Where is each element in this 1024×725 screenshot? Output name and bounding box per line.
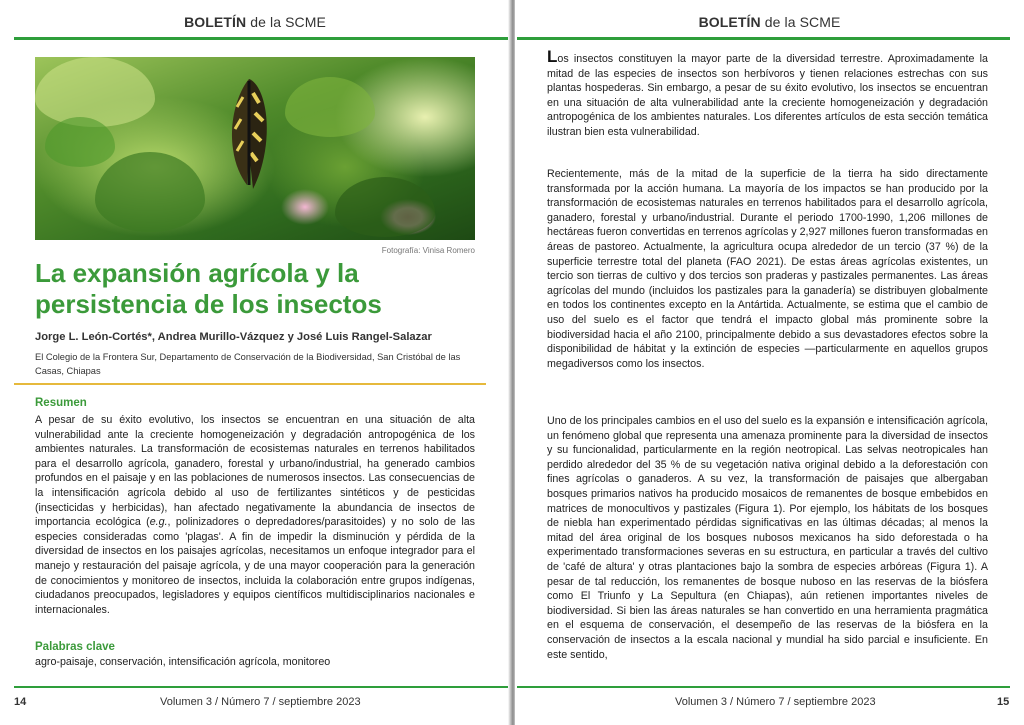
header-bold: BOLETÍN (698, 14, 761, 30)
footer-rule (517, 686, 1010, 688)
right-page (515, 0, 1024, 725)
header-rule (14, 37, 508, 40)
footer-rule (14, 686, 508, 688)
abstract-part-b: , polinizadores o depredadores/parasitoides) y no solo de las especies consideradas como 'plagas'. A fin de impedir la disminución y pérdida de la diversidad de insectos en los paisajes agrícolas, necesitamos un enfoque integrador para el manejo y restauración del paisaje agrícola, y de una mayor cooperación para la generación de conocimientos y monitoreo de insectos, incluida la colaboración entre grupos indígenas, ciudadanos preocupados, legisladores y equipos científicos multidisciplinarios nacionales e internacionales. (35, 516, 475, 616)
article-affiliation: El Colegio de la Frontera Sur, Departamento de Conservación de la Biodiversidad, San Cristóbal de las Casas, Chiapas (35, 352, 461, 376)
keywords-heading: Palabras clave (35, 641, 115, 653)
page-number-left: 14 (14, 696, 27, 708)
abstract-text (35, 413, 475, 617)
header-rest: de la SCME (760, 14, 841, 30)
body-paragraph-2: Recientemente, más de la mitad de la superficie de la tierra ha sido directamente transformada por la acción humana. La mayoría de los impactos se han producido por la transformación de ecosistemas naturales en terrenos habilitados para el desarrollo agrícola, ganadero, forestal y urbano/industrial. Durante el periodo 1700-1990, 1,206 millones de hectáreas fueron convertidas en terrenos agrícolas y 2,927 millones fueron transformadas en áreas de pastoreo. Actualmente, la agricultura ocupa alrededor de un tercio (37 %) de la superficie terrestre total del planeta (FAO 2021). De estas áreas agrícolas existentes, un tercio son tierras de cultivo y dos tercios son praderas y pastizales permanentes. Las áreas agrícolas del mundo (incluidos los pastizales para la ganadería) se distribuyen globalmente en todos los continentes excepto en la Antártida. Actualmente, se estima que el cambio de uso del suelo es el factor que tendrá el impacto global más prominente sobre la biodiversidad hacia el año 2100, principalmente debido a sus devastadores efectos sobre la disponibilidad de hábitat y la extinción de especies —particularmente en aquellos grupos megadiversos como los insectos. (547, 168, 988, 370)
body-paragraph-1-text: os insectos constituyen la mayor parte de la diversidad terrestre. Aproximadamente la mitad de las especies de insectos son herbívoros y tienen relaciones estrechas con sus plantas hospederas. Sin embargo, a pesar de su éxito evolutivo, los insectos se encuentran en una situación de alta vulnerabilidad ante la creciente homogeneización y degradación antropogénica de los ambientes naturales. Los diferentes artículos de esta sección temática ilustran bien esta vulnerabilidad. (547, 53, 988, 138)
running-header (0, 14, 510, 30)
running-header (515, 14, 1024, 30)
photo-credit: Fotografía: Vinisa Romero (381, 246, 475, 255)
article-authors: Jorge L. León-Cortés*, Andrea Murillo-Vázquez y José Luis Rangel-Salazar (35, 331, 432, 343)
header-rest: de la SCME (246, 14, 326, 30)
issue-info-left: Volumen 3 / Número 7 / septiembre 2023 (160, 696, 361, 708)
left-page (0, 0, 510, 725)
section-divider (14, 383, 486, 385)
abstract-eg: e.g. (149, 516, 168, 529)
butterfly-photo (35, 57, 475, 240)
drop-cap: L (547, 47, 558, 66)
abstract-part-a: A pesar de su éxito evolutivo, los insectos se encuentran en una situación de alta vulnerabilidad ante la creciente homogeneización y degradación antropogénica de los ambientes naturales. La transformación de ecosistemas naturales en terrenos habilitados para el desarrollo agrícola, ganadero, forestal y urbano/industrial, ha generado cambios profundos en el paisaje y en las poblaciones de numerosos insectos. Las consecuencias de la intensificación agrícola debido al uso de fertilizantes sintéticos y de pesticidas (insecticidas y herbicidas), han afectado negativamente la abundancia de insectos de importancia ecológica ( (35, 414, 475, 529)
body-paragraph-1 (547, 47, 988, 140)
article-title: La expansión agrícola y la persistencia de los insectos (35, 258, 382, 319)
butterfly-icon (213, 73, 283, 193)
body-paragraph-3: Uno de los principales cambios en el uso del suelo es la expansión e intensificación agrícola, un fenómeno global que representa una amenaza prominente para la diversidad de insectos y su funcionalidad, particularmente en la región neotropical. Las selvas neotropicales han perdido alrededor del 35 % de su vegetación nativa original debido a la deforestación con fines agrícolas o ganaderos. A su vez, la transformación de paisajes que albergaban bosques primarios nativos ha producido mosaicos de remanentes de bosque embebidos en matrices de monocultivos y pastizales (Figura 1). Por ejemplo, los hábitats de los bosques de niebla han experimentado pérdidas significativas en las últimas décadas; al menos la mitad del área original de los bosques nubosos mexicanos ha sido deforestada o ha experimentado transformaciones severas en su estructura, en particular a través del cultivo de 'café de altura' y otras plantaciones bajo la sombra de especies arbóreas (Figura 1). A pesar de tal reducción, los remanentes de bosque nuboso en las reservas de la biósfera como El Triunfo y La Sepultura (en Chiapas), aún retienen importantes niveles de biodiversidad. Si bien las áreas naturales se han convertido en una herramienta pragmática en el esquema de conservación, el desempeño de las reservas de la biósfera en la conservación de insectos a la escala nacional y mundial ha sido parcial e insuficiente. En este sentido, (547, 415, 988, 661)
page-number-right: 15 (997, 696, 1010, 708)
abstract-heading: Resumen (35, 397, 87, 409)
header-bold: BOLETÍN (184, 14, 247, 30)
header-rule (517, 37, 1010, 40)
issue-info-right: Volumen 3 / Número 7 / septiembre 2023 (675, 696, 876, 708)
keywords-text: agro-paisaje, conservación, intensificación agrícola, monitoreo (35, 656, 331, 668)
